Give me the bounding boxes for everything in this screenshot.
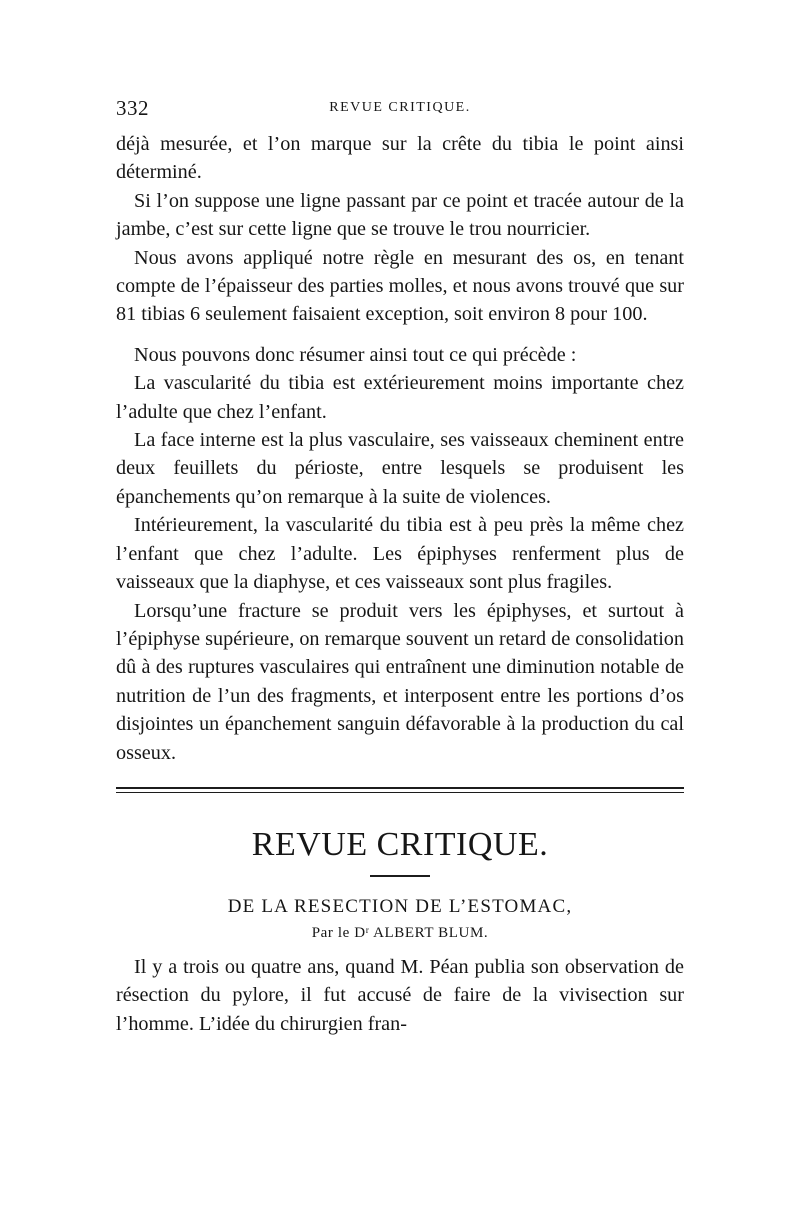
article-title: DE LA RESECTION DE L’ESTOMAC, xyxy=(227,895,573,917)
section-divider xyxy=(116,787,684,795)
paragraph-continued: déjà mesurée, et l’on marque sur la crête du tibia le point ainsi déterminé. xyxy=(116,133,684,184)
paragraph: Lorsqu’une fracture se produit vers les épiphyses, et surtout à l’épiphyse supérieure, on remarque souvent un retard de consolidation dû à des ruptures vasculaires qui entraînent une diminution notable de nutrition de l’un des fragments, et interposent entre les portions d’os disjointes un épanchement sanguin défavorable à la production du cal osseux. xyxy=(116,599,684,764)
divider-thick-rule xyxy=(116,787,684,789)
paragraph: Si l’on suppose une ligne passant par ce point et tracée autour de la jambe, c’est sur cette ligne que se trouve le trou nourricier. xyxy=(116,189,684,241)
divider-thin-rule xyxy=(116,792,684,793)
article-byline: Par le Dʳ ALBERT BLUM. xyxy=(311,924,489,941)
page xyxy=(116,96,684,1038)
running-title: REVUE CRITIQUE. xyxy=(329,100,471,115)
body-text xyxy=(116,130,684,767)
paragraph: Nous avons appliqué notre règle en mesurant des os, en tenant compte de l’épaisseur des parties molles, et nous avons trouvé que sur 81 tibias 6 seulement faisaient exception, soit environ 8 pour 100. xyxy=(116,246,684,326)
page-header xyxy=(116,96,684,130)
section-title: REVUE CRITIQUE. xyxy=(251,825,549,863)
page-number: 332 xyxy=(116,96,149,120)
paragraph: La vascularité du tibia est extérieurement moins importante chez l’adulte que chez l’enfant. xyxy=(116,372,684,423)
paragraph: La face interne est la plus vasculaire, ses vaisseaux cheminent entre deux feuillets du périoste, entre lesquels se produisent les épanchements qu’on remarque à la suite de violences. xyxy=(116,429,684,508)
paragraph-summary-intro: Nous pouvons donc résumer ainsi tout ce qui précède : xyxy=(134,343,577,366)
paragraph: Intérieurement, la vascularité du tibia est à peu près la même chez l’enfant que chez l’adulte. Les épiphyses renferment plus de vaisseaux que la diaphyse, et ces vaisseaux sont plus fragiles. xyxy=(116,514,684,594)
title-underline-rule xyxy=(370,875,430,877)
paragraph: Il y a trois ou quatre ans, quand M. Péan publia son observation de résection du pylore, il fut accusé de faire de la vivisection sur l’homme. L’idée du chirurgien fran- xyxy=(116,955,684,1035)
article-body xyxy=(116,953,684,1038)
